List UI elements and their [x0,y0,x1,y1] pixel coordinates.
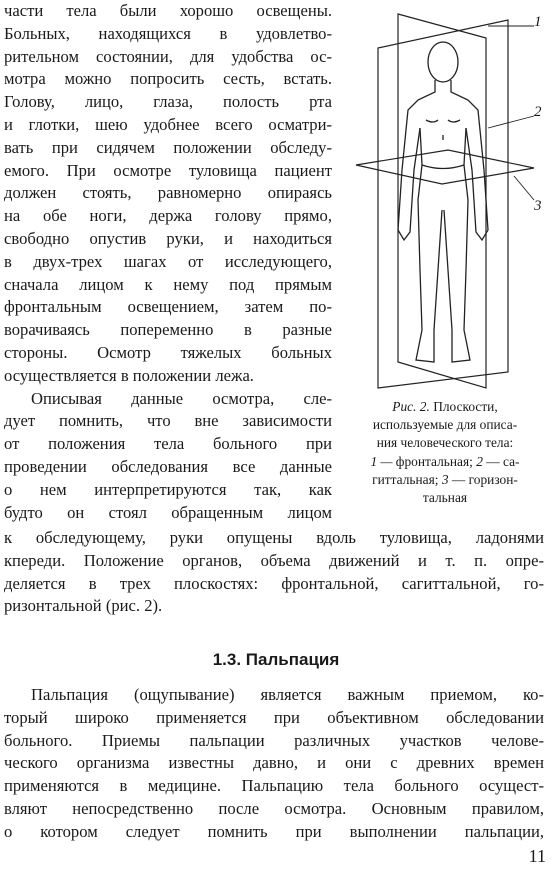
text-line: больного. Приемы пальпации различных участков челове- [4,730,544,750]
body-text-wide [4,527,544,618]
body-text-narrow [4,0,332,524]
human-figure [398,42,488,362]
text-line: о нем интерпретируются так, как [4,479,332,499]
text-line: рительном состоянии, для удобства ос- [4,46,332,66]
text-line: Описывая данные осмотра, сле- [31,388,332,408]
text-line: сначала лицом к нему под прямым [4,274,332,294]
anatomical-planes-figure [338,0,550,390]
text-line: ворачиваясь попеременно в разные [4,320,332,340]
sagittal-plane [398,14,486,388]
figure-label-1: 1 [534,14,542,30]
text-line: должен стоять, равномерно опираясь [4,183,332,203]
text-line: фронтальным освещением, затем по- [4,297,332,317]
text-line: Больных, находящихся в удовлетво- [4,23,332,43]
label-3-leader [514,176,534,200]
text-line: деляется в трех плоскостях: фронтальной, сагиттальной, го- [4,573,544,593]
caption-line: гиттальная; 3 — горизон- [372,471,518,487]
figure-label-2: 2 [534,104,542,120]
text-line: будто он стоял обращенным лицом [4,502,332,522]
caption-line: тальная [422,490,468,506]
figure-caption [340,398,550,507]
text-line: Голову, лицо, глаза, полость рта [4,92,332,112]
text-line: мотра можно попросить сесть, встать. [4,69,332,89]
text-line: Пальпация (ощупывание) является важным приемом, ко- [31,685,544,704]
caption-line: используемые для описа- [372,417,518,433]
caption-line: 1 — фронтальная; 2 — са- [370,453,520,469]
text-line: в двух-трех шагах от исследующего, [4,251,332,271]
text-line: торый широко применяется при объективном обследовании [4,707,544,727]
section-heading: 1.3. Пальпация [212,650,340,669]
text-line: о котором следует помнить при выполнении пальпации, [4,821,544,841]
text-line: емого. При осмотре туловища пациент [4,160,332,180]
text-line: вать при сидячем положении обследу- [4,137,332,157]
horizontal-plane [356,150,534,184]
text-line: на обе ноги, держа голову прямо, [4,206,332,226]
page-number: 11 [528,846,546,866]
planes-illustration [338,0,550,390]
text-line: стороны. Осмотр тяжелых больных [4,342,332,362]
text-line: ческого организма известны давно, и они с древних времен [4,753,544,773]
text-line: дует помнить, что вне зависимости [4,411,332,431]
section-body-text [4,684,544,844]
text-line: кпереди. Положение органов, объема движений и т. п. опре- [4,550,544,570]
text-line: от положения тела больного при [4,434,332,454]
text-line: осуществляется в положении лежа. [4,365,254,385]
text-line: части тела были хорошо освещены. [4,1,332,20]
label-2-leader [488,116,534,128]
caption-line: Рис. 2. Плоскости, [392,399,498,414]
text-line: свободно опустив руки, и находиться [4,228,332,248]
text-line: к обследующему, руки опущены вдоль туловища, ладонями [4,528,544,547]
figure-label-3: 3 [534,198,542,214]
text-line: вляют непосредственно после осмотра. Основным правилом, [4,798,544,818]
text-line: проведении обследования все данные [4,456,332,476]
text-line: применяются в медицине. Пальпацию тела больного осущест- [4,776,544,796]
caption-line: ния человеческого тела: [376,435,514,451]
text-line: ризонтальной (рис. 2). [4,596,163,616]
text-line: и глотки, шею удобнее всего осматри- [4,114,332,134]
